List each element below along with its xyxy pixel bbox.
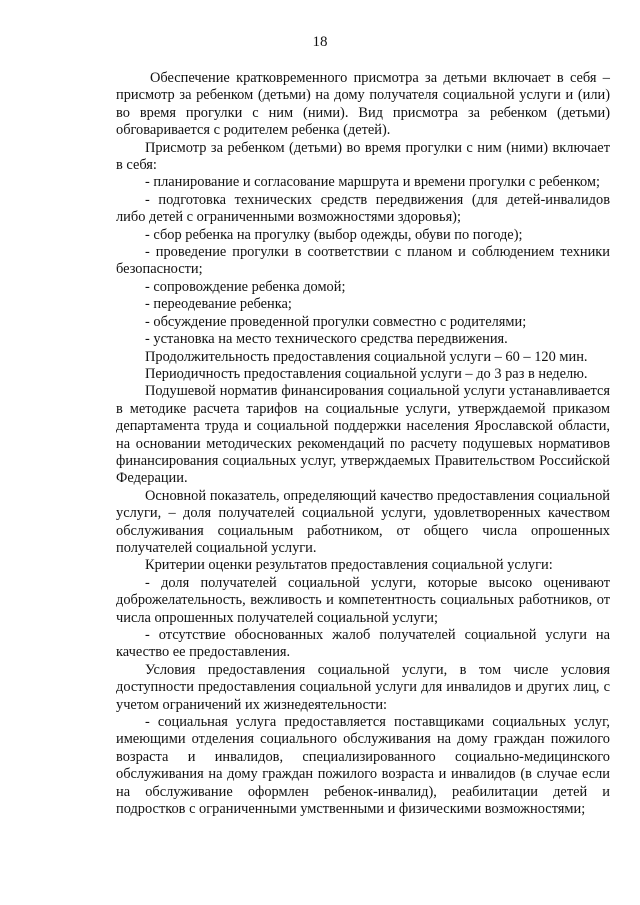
paragraph: Подушевой норматив финансирования социальной услуги устанавливается в методике расчета тарифов на социальные услуги, утверждаемой приказом департамента труда и социальной поддержки населения Ярославской области, на основании методических рекомендаций по расчету подушевых нормативов финансирования социальных услуг, утверждаемых Правительством Российской Федерации. <box>116 383 610 487</box>
list-item: - обсуждение проведенной прогулки совместно с родителями; <box>145 313 527 330</box>
list-item: - сопровождение ребенка домой; <box>145 278 346 295</box>
list-item: - сбор ребенка на прогулку (выбор одежды, обуви по погоде); <box>145 226 523 243</box>
paragraph: Обеспечение кратковременного присмотра за детьми включает в себя – присмотр за ребенком (детьми) на дому получателя социальной услуги и (или) во время прогулки с ним (ними). Вид присмотра за ребенком (детьми) обговаривается с родителем ребенка (детей). <box>116 70 610 139</box>
list-item: - планирование и согласование маршрута и времени прогулки с ребенком; <box>145 174 601 191</box>
paragraph: Периодичность предоставления социальной услуги – до 3 раз в неделю. <box>145 365 588 382</box>
document-body <box>116 70 610 818</box>
list-item: - отсутствие обоснованных жалоб получателей социальной услуги на качество ее предоставления. <box>116 627 610 661</box>
list-item: - проведение прогулки в соответствии с планом и соблюдением техники безопасности; <box>116 244 610 278</box>
list-item: - доля получателей социальной услуги, которые высоко оценивают доброжелательность, вежливость и компетентность социальных работников, от числа опрошенных получателей социальной услуги; <box>116 574 610 626</box>
paragraph: Условия предоставления социальной услуги, в том числе условия доступности предоставления социальной услуги для инвалидов и других лиц, с учетом ограничений их жизнедеятельности: <box>116 661 610 713</box>
paragraph: Критерии оценки результатов предоставления социальной услуги: <box>145 557 553 574</box>
list-item: - социальная услуга предоставляется поставщиками социальных услуг, имеющими отделения социального обслуживания на дому граждан пожилого возраста и инвалидов, специализированного социально-медицинского обслуживания на дому граждан пожилого возраста и инвалидов (в случае если на обслуживание оформлен ребенок-инвалид), реабилитации детей и подростков с ограниченными умственными и физическими возможностями; <box>116 714 610 818</box>
paragraph: Присмотр за ребенком (детьми) во время прогулки с ним (ними) включает в себя: <box>116 139 610 174</box>
list-item: - установка на место технического средства передвижения. <box>145 331 508 348</box>
list-item: - переодевание ребенка; <box>145 296 292 313</box>
list-item: - подготовка технических средств передвижения (для детей-инвалидов либо детей с ограниченными возможностями здоровья); <box>116 191 610 226</box>
page-number: 18 <box>312 34 328 50</box>
paragraph: Продолжительность предоставления социальной услуги – 60 – 120 мин. <box>145 348 588 365</box>
paragraph: Основной показатель, определяющий качество предоставления социальной услуги, – доля получателей социальной услуги, удовлетворенных качеством обслуживания социальным работником, от общего числа опрошенных получателей социальной услуги. <box>116 487 610 556</box>
